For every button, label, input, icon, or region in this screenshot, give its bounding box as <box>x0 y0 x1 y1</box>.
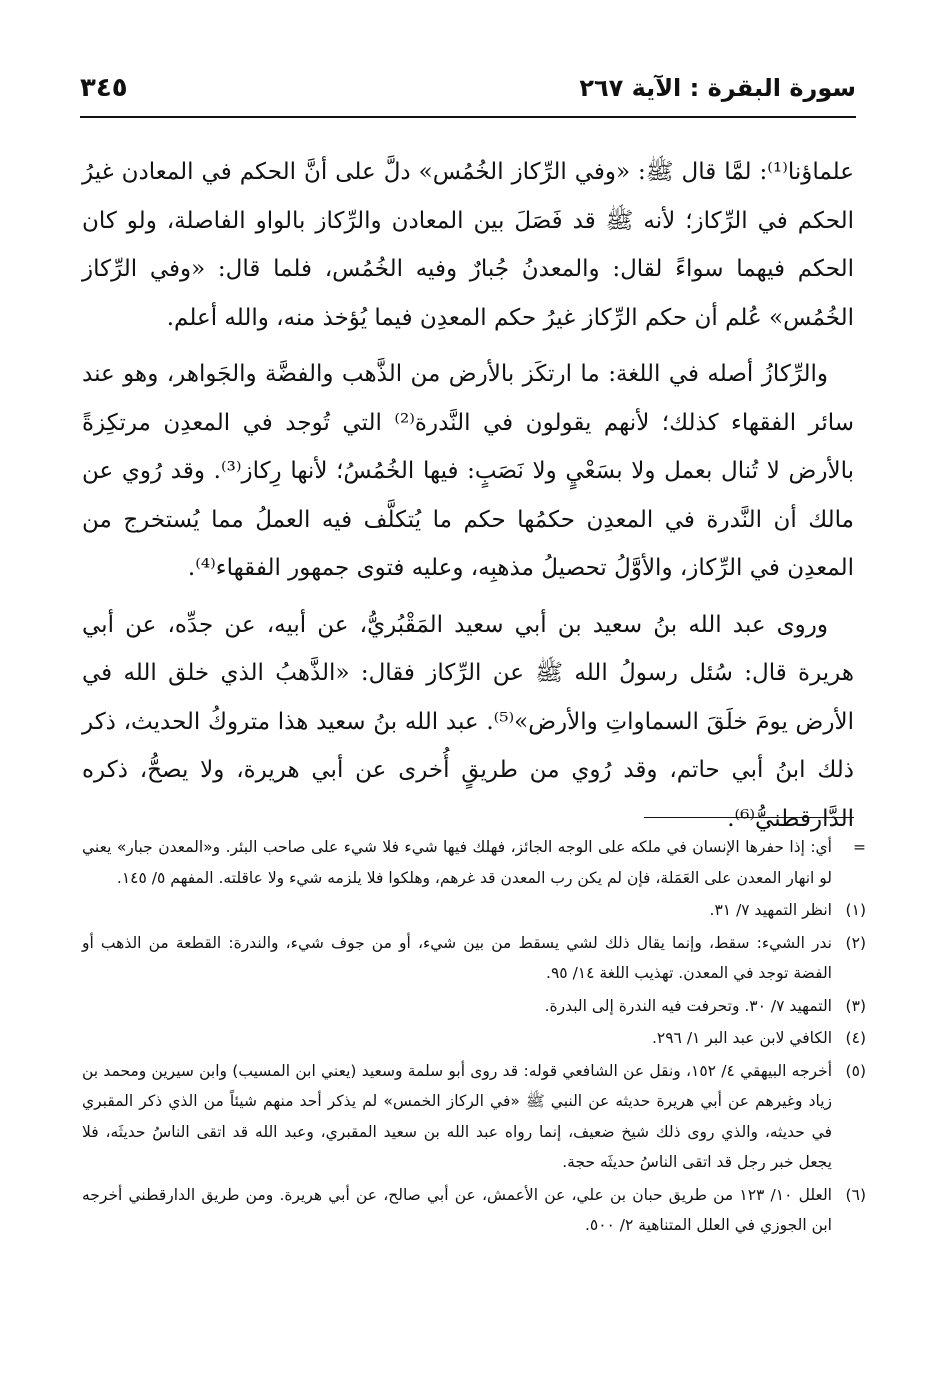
page-number: ٣٤٥ <box>80 73 128 103</box>
paragraph-2: والرِّكازُ أصله في اللغة: ما ارتكَز بالأرض من الذَّهب والفضَّة والجَواهر، وهو عند سائر الفقهاء كذلك؛ لأنهم يقولون في النَّدرة⁽²⁾ التي تُوجد في المعدِن مرتكِزةً بالأرض لا تُنال بعمل ولا بسَعْيٍ ولا نَصَبٍ: فيها الخُمُسُ؛ لأنها رِكاز⁽³⁾. وقد رُوي عن مالك أن النَّدرة في المعدِن حكمُها حكم ما يُتكلَّف فيه العملُ مما يُستخرج من المعدِن في الرِّكاز، والأوَّلُ تحصيلُ مذهبِه، وعليه فتوى جمهور الفقهاء⁽⁴⁾. <box>82 361 855 581</box>
footnote-text: ندر الشيء: سقط، وإنما يقال ذلك لشي يسقط من بين شيء، أو من جوف شيء، والندرة: القطعة من الذهب أو الفضة توجد في المعدن. تهذيب اللغة ١٤/ ٩٥. <box>82 933 832 982</box>
footnote-5 <box>82 1056 866 1178</box>
footnote-separator <box>644 817 854 818</box>
footnote-marker: (٦) <box>845 1185 866 1204</box>
footnote-6 <box>82 1180 866 1241</box>
footnote-text: انظر التمهيد ٧/ ٣١. <box>709 901 832 919</box>
footnote-4 <box>82 1023 866 1054</box>
page-header <box>80 66 856 110</box>
footnote-marker: (٢) <box>845 933 866 952</box>
footnote-text: العلل ١٠/ ١٢٣ من طريق حبان بن علي، عن الأعمش، عن أبي صالح، عن أبي هريرة. ومن طريق الدارقطني أخرجه ابن الجوزي في العلل المتناهية ٢/ ٥٠٠. <box>82 1185 832 1234</box>
footnote-continuation <box>82 832 866 893</box>
footnote-marker: (٣) <box>845 996 866 1015</box>
footnote-text: الكافي لابن عبد البر ١/ ٢٩٦. <box>651 1029 832 1047</box>
footnotes <box>82 832 866 1243</box>
paragraph-3: وروى عبد الله بنُ سعيد بن أبي سعيد المَقْبُريُّ، عن أبيه، عن جدِّه، عن أبي هريرة قال: سُئل رسولُ الله ﷺ عن الرِّكاز فقال: «الذَّهبُ الذي خلق الله في الأرض يومَ خلَقَ السماواتِ والأرض»⁽⁵⁾. عبد الله بنُ سعيد هذا متروكُ الحديث، ذكر ذلك ابنُ أبي حاتم، وقد رُوي من طريقٍ أُخرى عن أبي هريرة، ولا يصحُّ، ذكره الدَّارقطنيُّ⁽⁶⁾. <box>82 611 854 832</box>
header-divider <box>80 116 856 118</box>
running-title: سورة البقرة : الآية ٢٦٧ <box>579 74 856 102</box>
footnote-3 <box>82 991 866 1022</box>
footnote-text: أي: إذا حفرها الإنسان في ملكه على الوجه الجائز، فهلك فيها شيء فلا شيء على صاحب البئر. و«المعدن جبار» يعني لو انهار المعدن على العَمَلة، فإن لم يكن رب المعدن قد غرهم، وهلكوا فلا يلزمه شيء ولا عاقلته. المفهم ٥/ ١٤٥. <box>82 838 832 887</box>
footnote-text: أخرجه البيهقي ٤/ ١٥٢، ونقل عن الشافعي قوله: قد روى أبو سلمة وسعيد (يعني ابن المسيب) وابن سيرين ومحمد بن زياد وغيرهم عن أبي هريرة حديثه عن النبي ﷺ «في الركاز الخمس» لم يذكر أحد منهم شيئاً من الذي ذكر المقبري في حديثه، والذي روى ذلك شيخ ضعيف، إنما رواه عبد الله بن سعيد المقبري، وعبد الله قد اتقى الناسُ حديثَه، فلا يجعل خبر رجل قد اتقى الناسُ حديثَه حجة. <box>82 1061 832 1171</box>
footnote-1 <box>82 895 866 926</box>
footnote-marker: = <box>853 838 866 856</box>
paragraph-1: علماؤنا⁽¹⁾: لمَّا قال ﷺ: «وفي الرِّكاز الخُمُس» دلَّ على أنَّ الحكم في المعادن غيرُ الحكم في الرِّكاز؛ لأنه ﷺ قد فَصَلَ بين المعادن والرِّكاز بالواو الفاصلة، ولو كان الحكم فيهما سواءً لقال: والمعدنُ جُبارٌ وفيه الخُمُس، فلما قال: «وفي الرِّكاز الخُمُس» عُلم أن حكم الرِّكاز غيرُ حكم المعدِن فيما يُؤخذ منه، والله أعلم. <box>82 159 854 331</box>
footnote-marker: (٥) <box>845 1061 866 1080</box>
footnote-2 <box>82 928 866 989</box>
footnote-text: التمهيد ٧/ ٣٠. وتحرفت فيه الندرة إلى البدرة. <box>544 996 832 1015</box>
footnote-marker: (٤) <box>845 1029 866 1047</box>
footnote-marker: (١) <box>845 901 866 919</box>
main-text <box>82 148 854 851</box>
